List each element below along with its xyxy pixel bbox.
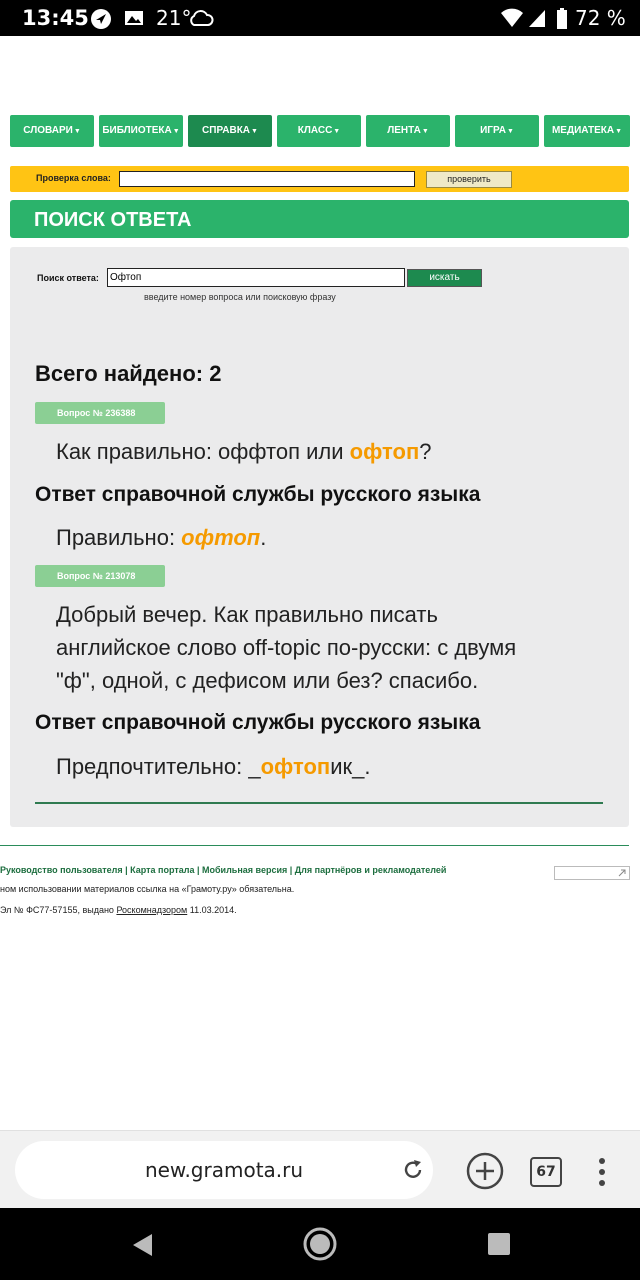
nav-lenta[interactable]: ЛЕНТА▼ — [366, 115, 450, 147]
answer-text: Предпочтительно: _офтопик_. — [56, 754, 371, 779]
nav-biblioteka[interactable]: БИБЛИОТЕКА▼ — [99, 115, 183, 147]
new-tab-icon[interactable] — [465, 1151, 505, 1196]
tab-switcher-button[interactable]: 67 — [530, 1157, 562, 1187]
url-text: new.gramota.ru — [144, 1158, 304, 1182]
spellcheck-input[interactable] — [119, 171, 415, 187]
search-label: Поиск ответа: — [37, 273, 99, 283]
section-title-bar — [10, 200, 629, 238]
divider — [35, 802, 603, 804]
wifi-icon — [500, 8, 524, 33]
status-bar — [0, 0, 640, 36]
answer-heading: Ответ справочной службы русского языка — [35, 483, 481, 506]
footer-divider — [0, 845, 629, 846]
page-title: ПОИСК ОТВЕТА — [34, 209, 192, 231]
question-text: Как правильно: оффтоп или офтоп? — [56, 439, 432, 464]
main-nav — [10, 115, 630, 147]
footer-copyright: ном использовании материалов ссылка на «Грамоту.ру» обязательна. — [0, 884, 295, 894]
question-badge[interactable]: Вопрос № 213078 — [35, 565, 165, 587]
footer-license: Эл № ФС77-57155, выдано Роскомнадзором 11.03.2014. — [0, 905, 237, 915]
signal-icon — [528, 8, 546, 33]
search-input[interactable]: Офтоп — [107, 268, 405, 287]
status-temperature: 21° — [156, 6, 192, 30]
footer-banner — [554, 866, 630, 880]
recents-icon[interactable] — [487, 1232, 511, 1261]
nav-mediateka[interactable]: МЕДИАТЕКА▼ — [544, 115, 630, 147]
answer-text: Правильно: офтоп. — [56, 525, 267, 550]
android-nav-bar — [0, 1208, 640, 1280]
question-text: Добрый вечер. Как правильно писать английское слово off-topic по-русски: с двумя "ф", одной, с дефисом или без? спасибо. — [56, 602, 517, 693]
photo-icon — [124, 8, 144, 33]
back-icon[interactable] — [130, 1232, 154, 1263]
results-panel — [10, 247, 629, 827]
battery-percent: 72 % — [575, 6, 626, 30]
search-hint: введите номер вопроса или поисковую фразу — [144, 292, 336, 302]
status-time: 13:45 — [22, 6, 89, 30]
spellcheck-button[interactable]: проверить — [426, 171, 512, 188]
spellcheck-label: Проверка слова: — [36, 173, 111, 183]
footer-links[interactable]: Руководство пользователя | Карта портала | Мобильная версия | Для партнёров и рекламодателей — [0, 865, 447, 875]
battery-icon — [556, 8, 568, 35]
nav-klass[interactable]: КЛАСС▼ — [277, 115, 361, 147]
spellcheck-bar — [10, 166, 629, 192]
home-icon[interactable] — [302, 1226, 338, 1267]
roskomnadzor-link[interactable]: Роскомнадзором — [116, 905, 188, 915]
reload-icon[interactable] — [400, 1157, 426, 1188]
search-button[interactable]: искать — [407, 269, 482, 287]
cloud-icon — [188, 8, 214, 33]
browser-toolbar — [0, 1130, 640, 1209]
nav-spravka[interactable]: СПРАВКА▼ — [188, 115, 272, 147]
more-menu-icon[interactable] — [598, 1157, 606, 1192]
nav-igra[interactable]: ИГРА▼ — [455, 115, 539, 147]
external-link-icon — [555, 867, 629, 879]
answer-heading: Ответ справочной службы русского языка — [35, 711, 481, 734]
nav-slovari[interactable]: СЛОВАРИ▼ — [10, 115, 94, 147]
address-bar[interactable] — [15, 1141, 433, 1199]
question-badge[interactable]: Вопрос № 236388 — [35, 402, 165, 424]
location-arrow-icon — [90, 8, 112, 35]
results-count: Всего найдено: 2 — [35, 361, 222, 386]
